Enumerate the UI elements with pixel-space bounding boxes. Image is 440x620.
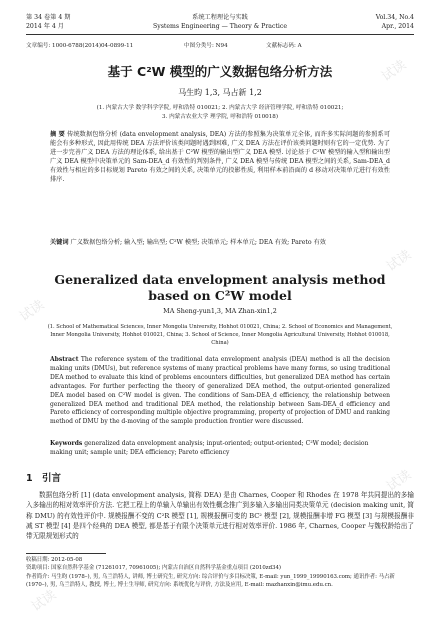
footnote-rule xyxy=(26,553,106,554)
abstract-en xyxy=(50,356,390,427)
header-rule xyxy=(26,34,414,35)
footnote-received: 收稿日期: 2012-05-08 xyxy=(26,557,83,563)
keywords-en-text: generalized data envelopment analysis; input-oriented; output-oriented; C²W model; decision making unit; sample unit; DEA efficiency; Pareto efficiency xyxy=(50,440,369,456)
abstract-cn-text: 传统数据包络分析 (data envelopment analysis, DEA) 方法的参照集为决策单元全体, 而许多实际问题的参照系可能会有多种形式, 因此用传统 DEA 方法评价该类问题时遇到困难, 广义 DEA 方法在评价该类问题时则有它的一定优势. 为了进一步完善广义 DEA 方法的理论体系, 给出基于 C²W 模型的输出型广义 DEA 模型. 讨论基于 C²W 模型的输入型和输出型广义 DEA 模型中决策单元的 Sam-DEA_d 有效性的判别条件, 广义 DEA 模型与传统 DEA 模型之间的关系, Sam-DEA_d 有效性与相应的多目标规划 Pareto 有效之间的关系, 决策单元的投影性质, 利用样本前沿面的 d 移动对决策单元进行有效性排序. xyxy=(50,131,391,184)
document-code: 文献标志码: A xyxy=(266,43,302,49)
watermark: 试读 xyxy=(384,467,415,495)
watermark: 试读 xyxy=(17,297,48,325)
keywords-cn-text: 广义数据包络分析; 输入型; 输出型; C²W 模型; 决策单元; 样本单元; DEA 有效; Pareto 有效 xyxy=(70,239,326,246)
abstract-cn xyxy=(50,130,390,185)
section-heading xyxy=(26,470,61,484)
volume-en: Vol.34, No.4 xyxy=(375,14,414,21)
authors-cn: 马生昀 1,3, 马占新 1,2 xyxy=(178,88,262,97)
title-en: Generalized data envelopment analysis method based on C²W model xyxy=(54,272,386,303)
keywords-cn xyxy=(50,238,390,247)
watermark: 试读 xyxy=(384,247,415,275)
affiliation-cn xyxy=(60,104,380,121)
article-number: 文章编号: 1000-6788(2014)04-0899-11 xyxy=(26,43,134,49)
keywords-en xyxy=(50,440,390,458)
watermark: 试读 xyxy=(379,57,410,85)
keywords-cn-label: 关键词 xyxy=(50,239,69,246)
footnote-funding: 资助项目: 国家自然科学基金 (71261017, 70961005); 内蒙古自治区自然科学基金重点项目 (2010zd34) xyxy=(26,565,282,572)
affiliation-cn-line: (1. 内蒙古大学 数学科学学院, 呼和浩特 010021; 2. 内蒙古大学 经济管理学院, 呼和浩特 010021; xyxy=(96,105,344,111)
footnote-authors: 作者简介: 马生昀 (1978–), 男, 乌兰浩特人, 讲师, 博士研究生, 研究方向: 综合评价与多目标决策, E-mail: yun_1999_19990163.com; 通讯作者: 马占新 (1970–), 男, 乌兰浩特人, 教授, 博士, 博士生导师, 研究方向: 系统优化与评价, 方法及应用, E-mail: mazhanxin@imu.edu.cn. xyxy=(26,573,395,588)
affiliation-cn-line: 3. 内蒙古农业大学 理学院, 呼和浩特 010018) xyxy=(161,113,279,120)
abstract-en-label: Abstract xyxy=(50,356,79,363)
footnotes xyxy=(26,556,414,589)
title-cn: 基于 C²W 模型的广义数据包络分析方法 xyxy=(107,64,333,79)
watermark: 试读 xyxy=(29,587,60,615)
clc-number: 中图分类号: N94 xyxy=(184,43,228,49)
journal-name-en: Systems Engineering — Theory & Practice xyxy=(152,23,288,30)
date-en: Apr., 2014 xyxy=(381,23,414,30)
keywords-en-label: Keywords xyxy=(50,440,83,447)
abstract-cn-label: 摘 要 xyxy=(50,131,65,138)
volume-cn: 第 34 卷第 4 期 xyxy=(26,14,71,21)
affiliation-en: (1. School of Mathematical Sciences, Inner Mongolia University, Hohhot 010021, China; 2. School of Economics and Management, Inner Mongolia University, Hohhot 010021, China; 3. School of Science, Inner Mongolia Agricultural University, Hohhot 010018, China) xyxy=(47,324,393,346)
authors-en: MA Sheng-yun1,3, MA Zhan-xin1,2 xyxy=(163,307,277,315)
abstract-en-text: The reference system of the traditional data envelopment analysis (DEA) method is all the decision making units (DMUs), but reference systems of many practical problems have many forms, so using traditional DEA method to evaluate this kind of problems encounters difficulties, but generalized DEA method has certain advantages. For further perfecting the theory of generalized DEA method, the output-oriented generalized DEA model based on C²W model is given. The conditions of Sam-DEA_d efficiency, the relationship between generalized DEA method and traditional DEA method, the relationship between Sam-DEA_d efficiency and Pareto efficiency of corresponding multiple objective programming, property of projection of DMU and ranking method of DMU by the d-moving of the sample production frontier were discussed. xyxy=(50,356,390,426)
section-title: 引言 xyxy=(41,473,61,484)
section-number: 1 xyxy=(26,473,33,484)
journal-name-cn: 系统工程理论与实践 xyxy=(192,14,248,21)
introduction-paragraph: 数据包络分析 [1] (data envelopment analysis, 简称 DEA) 是由 Charnes, Cooper 和 Rhodes 在 1978 年共同提出的多输入多输出的相对效率评价方法. 它把工程上的单输入单输出有效性概念推广到多输入多输出同类决策单元 (decision making unit, 简称 DMU) 的有效性评价中. 规模报酬不变的 C²R 模型 [1], 规模报酬可变的 BC² 模型 [2], 规模报酬非增 FG 模型 [3] 与规模报酬非减 ST 模型 [4] 是四个经典的 DEA 模型, 都是基于有限个决策单元进行相对效率评价. 1986 年, Charnes, Cooper 与魏权龄给出了带无限规划形式的 xyxy=(26,491,414,541)
date-cn: 2014 年 4 月 xyxy=(26,23,64,30)
